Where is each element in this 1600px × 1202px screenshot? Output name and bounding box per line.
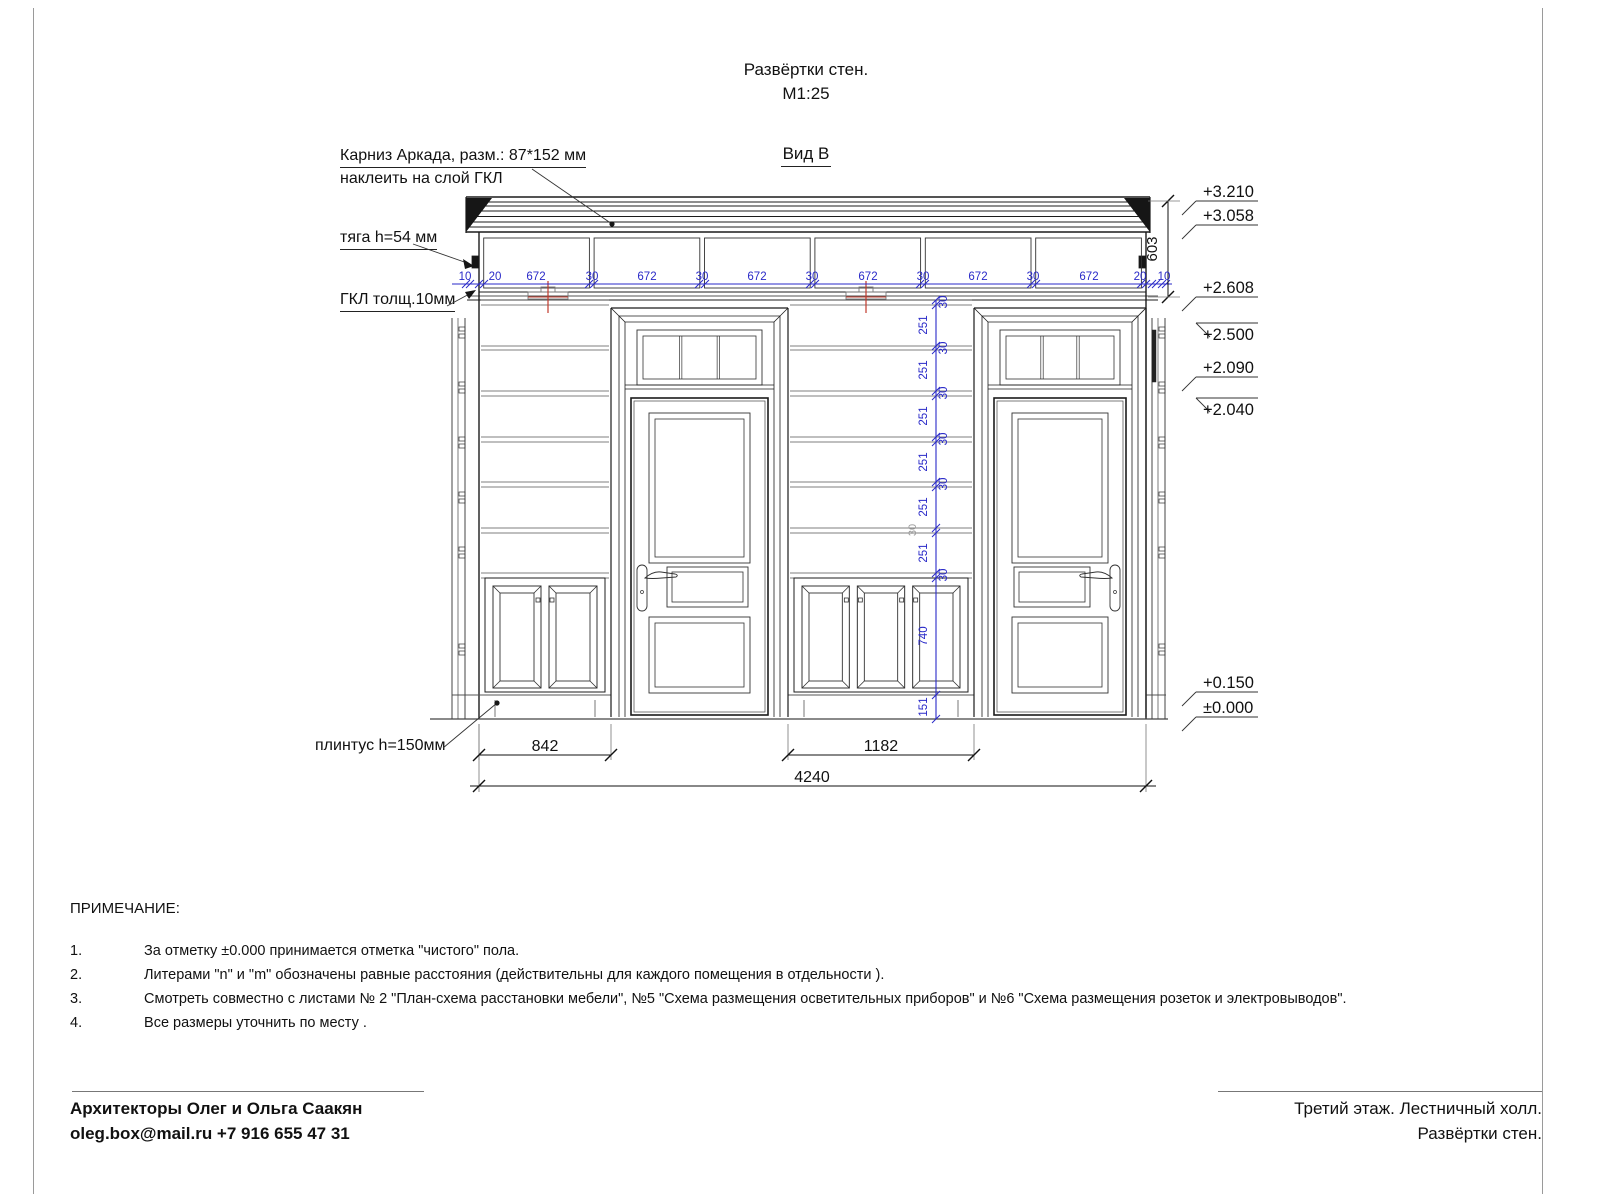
dim-4240: 4240 [794,769,830,786]
dim-label: 672 [968,271,988,283]
annotation-gkl: ГКЛ толщ.10мм [340,289,455,312]
note-item [70,1015,1370,1031]
dim-label: 251 [918,543,930,563]
dim-label: 251 [918,452,930,472]
title-scale: М1:25 [782,84,830,103]
dim-label: 30 [585,271,599,283]
elevation-mark: +2.090 [1203,359,1254,377]
dim-label: 30 [907,523,919,537]
dim-label: 30 [938,432,950,446]
dim-603: 603 [1144,236,1161,262]
dim-1182: 1182 [863,738,899,755]
note-item [70,967,1370,983]
note-text: За отметку ±0.000 принимается отметка "чистого" пола. [144,943,520,959]
annotation-tyaga: тяга h=54 мм [340,227,437,250]
dim-label: 672 [858,271,878,283]
bottom-dimension-labels [532,236,1161,786]
note-item [70,991,1370,1007]
dim-label: 251 [918,315,930,335]
wall-panel-bands [481,300,972,578]
leader-lines [413,169,615,748]
dim-label: 672 [747,271,767,283]
elevation-mark: +3.210 [1203,183,1254,201]
dim-label: 30 [1026,271,1040,283]
wall-return-strips [452,318,1165,719]
elevation-labels [1203,183,1254,717]
footer-rule-right [1218,1091,1542,1092]
dim-label: 30 [938,477,950,491]
note-text: Литерами "n" и "m" обозначены равные расстояния (действительны для каждого помещения в отдельности ). [144,967,885,983]
dim-label: 151 [918,697,930,717]
dim-label: 10 [1157,271,1171,283]
footer-rule-left [72,1091,424,1092]
footer-architects-name: Архитекторы Олег и Ольга Саакян [70,1099,363,1118]
footer-sheet-title: Развёртки стен. [1417,1124,1542,1143]
elevation-mark: ±0.000 [1203,699,1254,717]
dim-label: 740 [918,626,930,646]
notes-block [70,900,1370,1039]
dim-label: 30 [805,271,819,283]
dim-label: 30 [938,295,950,309]
dim-label: 30 [916,271,930,283]
title-line-1: Развёртки стен. [743,60,869,79]
wainscot-cabinets [485,578,968,717]
elevation-mark: +3.058 [1203,207,1254,225]
dim-label: 30 [695,271,709,283]
note-number: 2. [70,967,83,983]
note-number: 4. [70,1015,83,1031]
dimension-lines [452,195,1180,792]
footer-location: Третий этаж. Лестничный холл. [1294,1099,1542,1118]
dim-label: 251 [918,406,930,426]
dim-label: 30 [938,341,950,355]
dim-label: 672 [1079,271,1099,283]
dim-label: 251 [918,360,930,380]
dim-label: 30 [938,568,950,582]
doors [611,308,1146,717]
annotation-cornice-line1: Карниз Аркада, разм.: 87*152 мм [340,145,586,168]
dim-842: 842 [531,738,559,755]
dim-label: 10 [458,271,472,283]
view-label: Вид В [700,144,912,167]
footer-architects-contacts: oleg.box@mail.ru +7 916 655 47 31 [70,1124,350,1143]
note-item [70,943,1370,959]
elevation-mark: +2.500 [1203,326,1254,344]
footer-architects [70,1096,362,1146]
top-dimension-labels [459,271,1171,283]
dim-label: 30 [938,386,950,400]
dim-label: 20 [488,271,502,283]
note-text: Смотреть совместно с листами № 2 "План-схема расстановки мебели", №5 "Схема размещения осветительных приборов" и №6 "Схема размещения розеток и электровыводов". [144,991,1347,1007]
vertical-chain-labels [907,296,950,717]
elevation-mark: +2.608 [1203,279,1254,297]
dim-label: 251 [918,497,930,517]
dim-label: 672 [526,271,546,283]
elevation-mark: +2.040 [1203,401,1254,419]
elevation-mark: +0.150 [1203,674,1254,692]
note-text: Все размеры уточнить по месту . [144,1015,367,1031]
dim-label: 20 [1133,271,1147,283]
note-number: 3. [70,991,83,1007]
annotation-cornice-line2: наклеить на слой ГКЛ [340,170,503,187]
footer-sheet-name [1294,1096,1542,1146]
dim-label: 672 [637,271,657,283]
annotation-plinth: плинтус h=150мм [315,737,446,754]
notes-heading: ПРИМЕЧАНИЕ: [70,900,180,917]
note-number: 1. [70,943,83,959]
